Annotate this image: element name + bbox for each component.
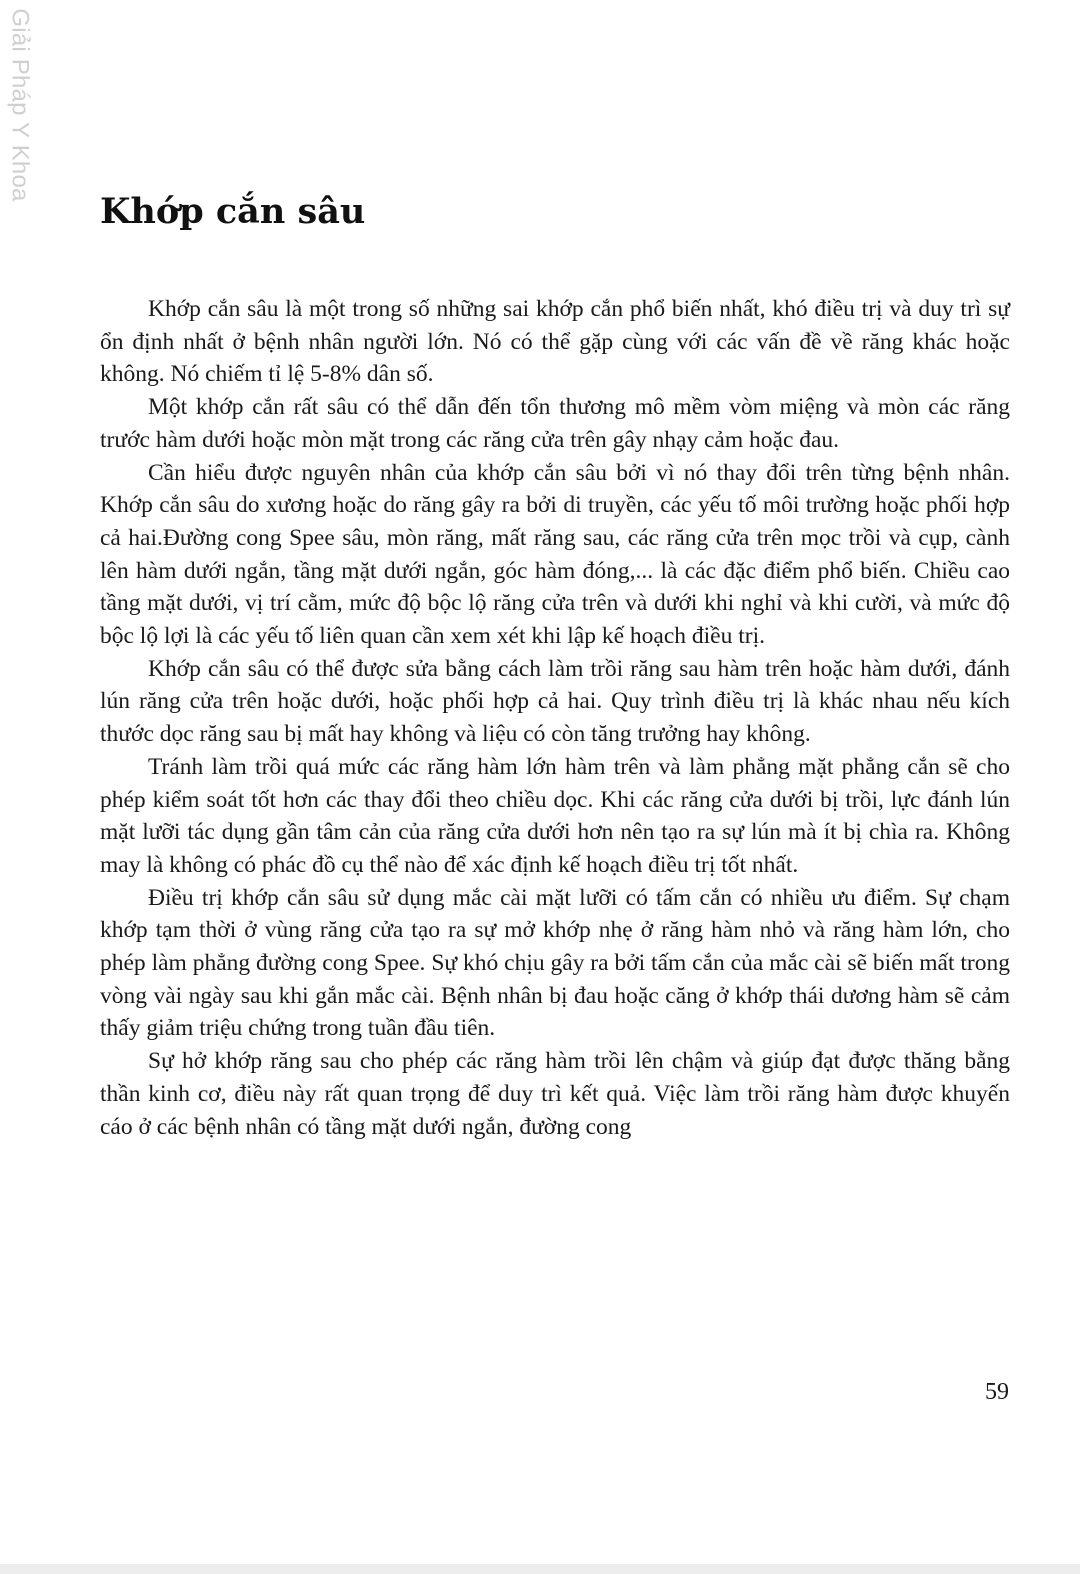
body-text	[100, 293, 1010, 1143]
paragraph: Điều trị khớp cắn sâu sử dụng mắc cài mặt lưỡi có tấm cắn có nhiều ưu điểm. Sự chạm khớp tạm thời ở vùng răng cửa tạo ra sự mở khớp nhẹ ở răng hàm nhỏ và răng hàm lớn, cho phép làm phẳng đường cong Spee. Sự khó chịu gây ra bởi tấm cắn của mắc cài sẽ biến mất trong vòng vài ngày sau khi gắn mắc cài. Bệnh nhân bị đau hoặc căng ở khớp thái dương hàm sẽ cảm thấy giảm triệu chứng trong tuần đầu tiên.	[100, 884, 1010, 1042]
paragraph: Cần hiểu được nguyên nhân của khớp cắn sâu bởi vì nó thay đổi trên từng bệnh nhân. Khớp cắn sâu do xương hoặc do răng gây ra bởi di truyền, các yếu tố môi trường hoặc phối hợp cả hai.Đường cong Spee sâu, mòn răng, mất răng sau, các răng cửa trên mọc trồi và cụp, cành lên hàm dưới ngắn, tầng mặt dưới ngắn, góc hàm đóng,... là các đặc điểm phổ biến. Chiều cao tầng mặt dưới, vị trí cằm, mức độ bộc lộ răng cửa trên và dưới khi nghỉ và khi cười, và mức độ bộc lộ lợi là các yếu tố liên quan cần xem xét khi lập kế hoạch điều trị.	[100, 459, 1010, 650]
page-bottom-edge	[0, 1564, 1080, 1574]
watermark	[2, 7, 38, 202]
page-number: 59	[985, 1379, 1009, 1405]
paragraph: Sự hở khớp răng sau cho phép các răng hàm trồi lên chậm và giúp đạt được thăng bằng thần kinh cơ, điều này rất quan trọng để duy trì kết quả. Việc làm trồi răng hàm được khuyến cáo ở các bệnh nhân có tầng mặt dưới ngắn, đường cong	[100, 1048, 1010, 1140]
paragraph: Khớp cắn sâu có thể được sửa bằng cách làm trồi răng sau hàm trên hoặc hàm dưới, đánh lún răng cửa trên hoặc dưới, hoặc phối hợp cả hai. Quy trình điều trị là khác nhau nếu kích thước dọc răng sau bị mất hay không và liệu có còn tăng trưởng hay không.	[100, 655, 1010, 748]
watermark-text: Giải Pháp Y Khoa	[7, 7, 35, 202]
paragraph: Một khớp cắn rất sâu có thể dẫn đến tổn thương mô mềm vòm miệng và mòn các răng trước hàm dưới hoặc mòn mặt trong các răng cửa trên gây nhạy cảm hoặc đau.	[100, 394, 1010, 453]
page-title: Khớp cắn sâu	[100, 191, 366, 232]
paragraph: Tránh làm trồi quá mức các răng hàm lớn hàm trên và làm phẳng mặt phẳng cắn sẽ cho phép kiểm soát tốt hơn các thay đổi theo chiều dọc. Khi các răng cửa dưới bị trồi, lực đánh lún mặt lưỡi tác dụng gần tâm cản của răng cửa dưới hơn nên tạo ra sự lún mà ít bị chìa ra. Không may là không có phác đồ cụ thể nào để xác định kế hoạch điều trị tốt nhất.	[100, 753, 1010, 878]
paragraph: Khớp cắn sâu là một trong số những sai khớp cắn phổ biến nhất, khó điều trị và duy trì sự ổn định nhất ở bệnh nhân người lớn. Nó có thể gặp cùng với các vấn đề về răng khác hoặc không. Nó chiếm tỉ lệ 5-8% dân số.	[100, 296, 1010, 388]
